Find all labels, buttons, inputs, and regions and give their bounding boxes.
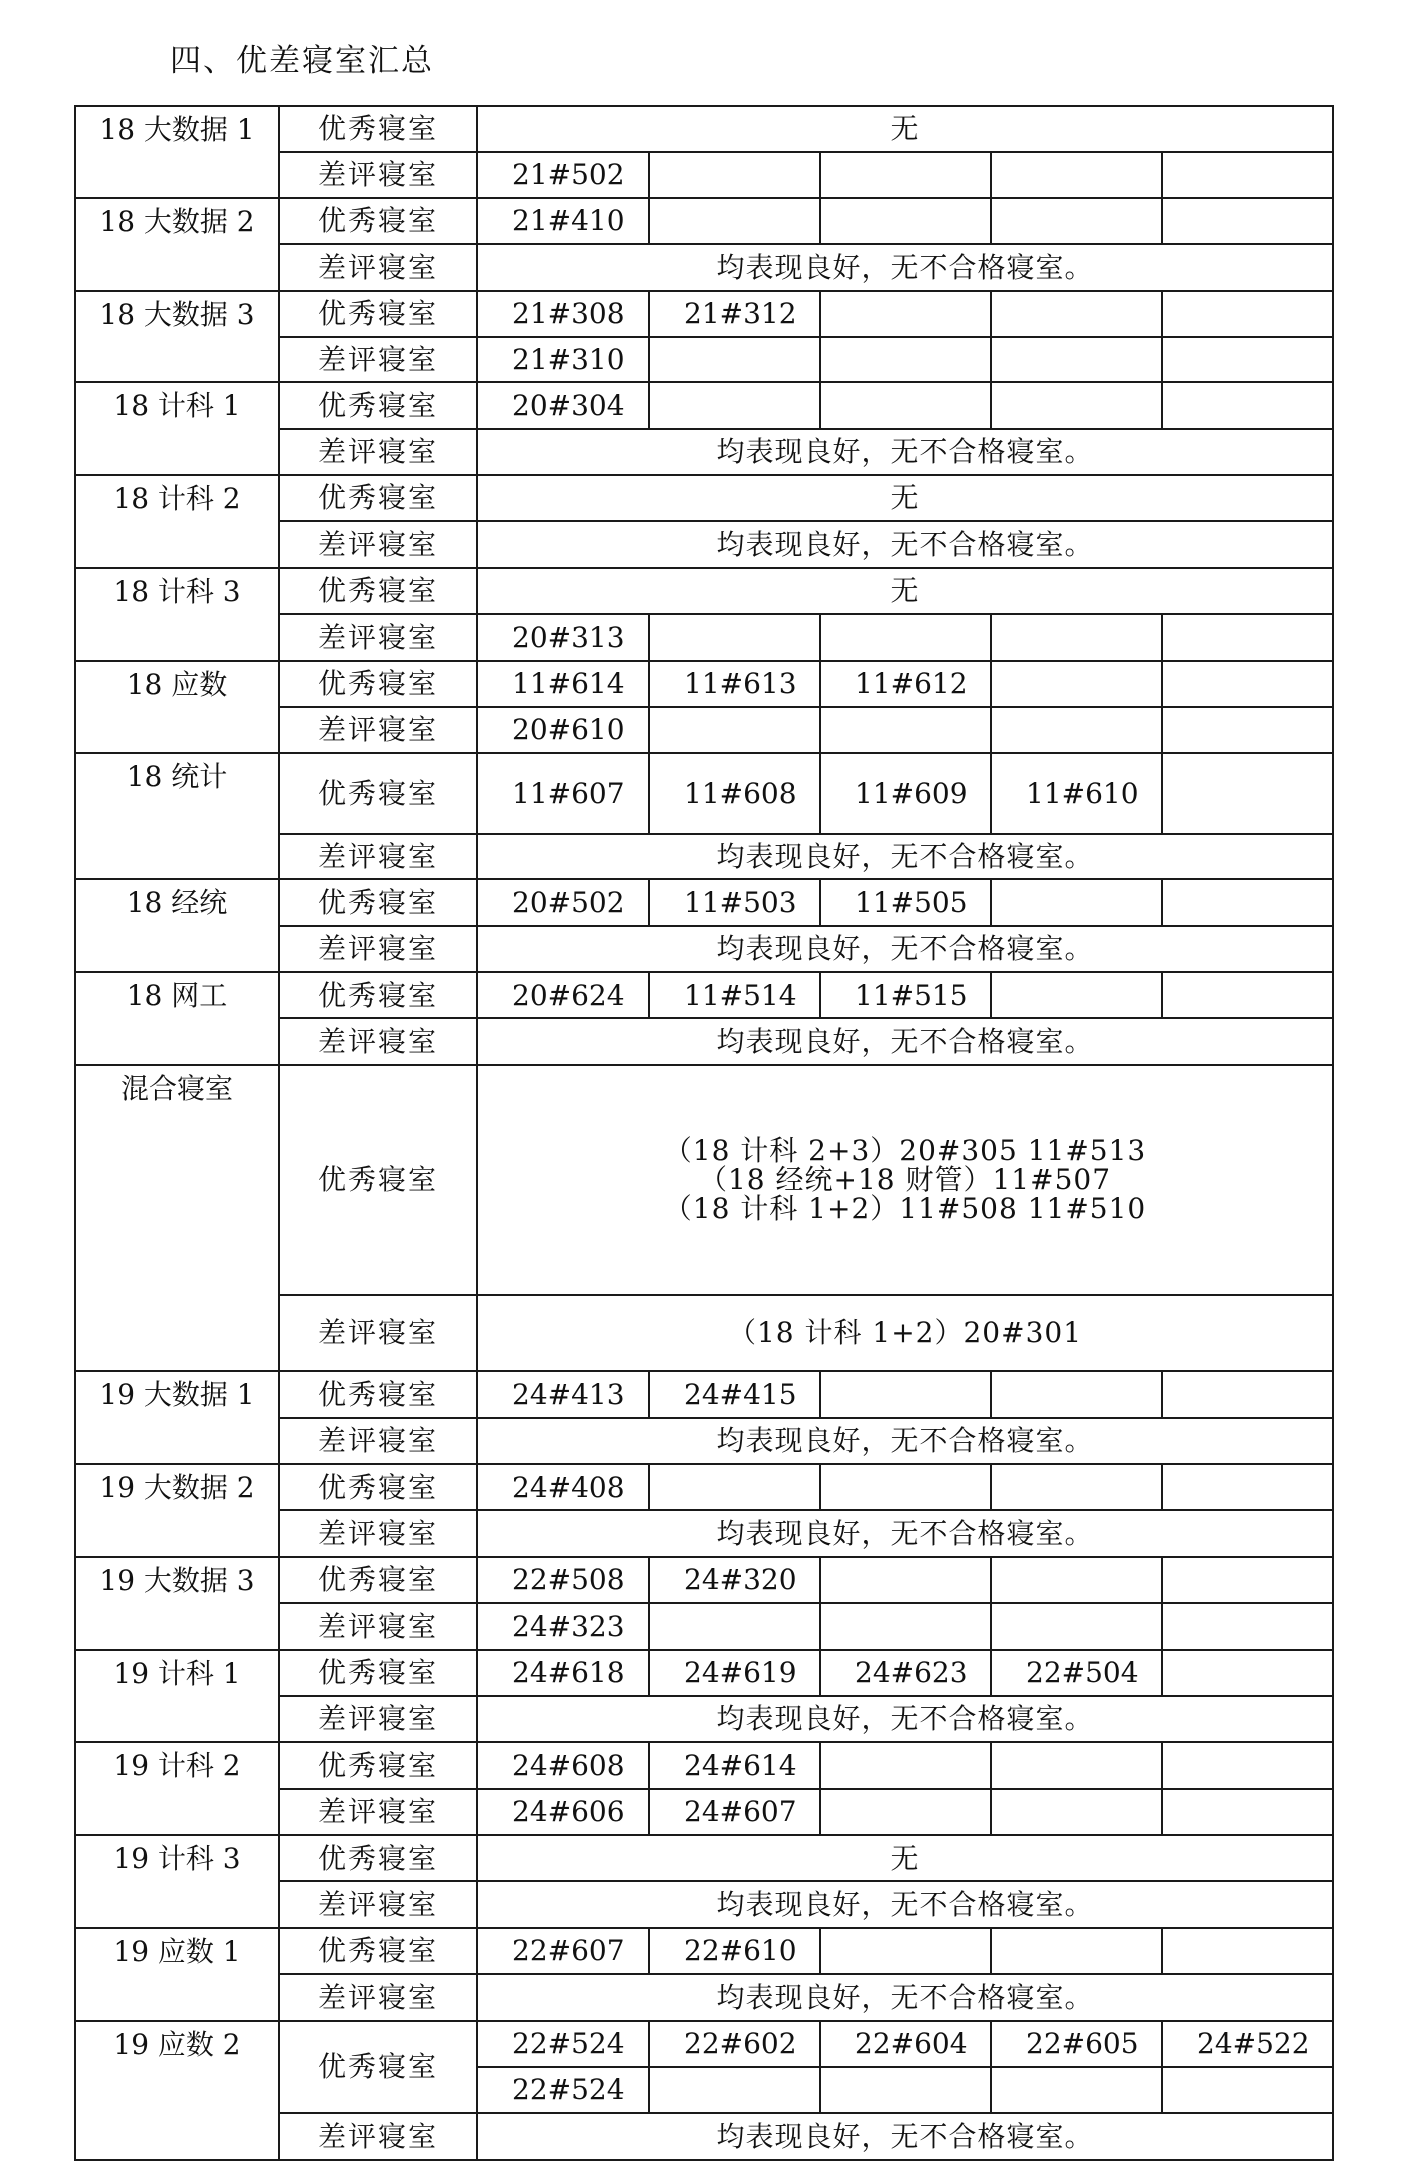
room-cell: [991, 1928, 1162, 1974]
room-cell: [820, 614, 991, 660]
poor-label-cell: 差评寝室: [279, 521, 477, 567]
room-cell: [1162, 1603, 1333, 1649]
room-cell: 11#609: [820, 753, 991, 834]
room-cell: 21#502: [477, 152, 649, 197]
room-cell: [820, 1928, 991, 1974]
poor-label-cell: 差评寝室: [279, 152, 477, 197]
note-cell: 均表现良好，无不合格寝室。: [477, 1696, 1333, 1742]
room-cell: 22#524: [477, 2021, 649, 2067]
table-row: [75, 382, 1333, 428]
room-cell: [991, 1789, 1162, 1835]
table-row: [75, 661, 1333, 707]
note-cell: 均表现良好，无不合格寝室。: [477, 1418, 1333, 1464]
room-cell: [991, 152, 1162, 197]
class-name-cell: 18 大数据 3: [75, 291, 279, 383]
mixed-room-line: （18 计科 1+2）11#508 11#510: [663, 1192, 1147, 1226]
poor-label-cell: 差评寝室: [279, 614, 477, 660]
room-cell: 24#614: [649, 1742, 820, 1788]
poor-label-cell: 差评寝室: [279, 2113, 477, 2160]
room-cell: [991, 1557, 1162, 1603]
room-cell: 21#308: [477, 291, 649, 337]
room-cell: 24#607: [649, 1789, 820, 1835]
room-cell: [1162, 152, 1333, 197]
table-row: [75, 568, 1333, 614]
room-cell: [820, 1464, 991, 1510]
room-cell: 24#608: [477, 1742, 649, 1788]
poor-label-cell: 差评寝室: [279, 1881, 477, 1927]
room-cell: [649, 707, 820, 753]
excellent-label-cell: 优秀寝室: [279, 1464, 477, 1510]
room-cell: [1162, 1464, 1333, 1510]
class-name-cell: 19 大数据 1: [75, 1371, 279, 1464]
class-name-cell: 18 大数据 1: [75, 106, 279, 198]
room-cell: [1162, 879, 1333, 925]
table-row: [75, 753, 1333, 834]
class-name-cell: 18 应数: [75, 661, 279, 754]
mixed-rooms-cell: [477, 1065, 1333, 1295]
mixed-rooms-cell: [477, 1295, 1333, 1372]
room-cell: [991, 614, 1162, 660]
class-name-cell: 19 计科 2: [75, 1742, 279, 1835]
note-cell: 均表现良好，无不合格寝室。: [477, 244, 1333, 290]
mixed-room-line: （18 计科 2+3）20#305 11#513: [663, 1133, 1147, 1167]
poor-label-cell: 差评寝室: [279, 429, 477, 475]
poor-label-cell: 差评寝室: [279, 1789, 477, 1835]
excellent-label-cell: 优秀寝室: [279, 1835, 477, 1881]
room-cell: 20#502: [477, 879, 649, 925]
room-cell: 11#607: [477, 753, 649, 834]
room-cell: [1162, 1371, 1333, 1417]
room-cell: [649, 198, 820, 244]
mixed-room-line: （18 经统+18 财管）11#507: [698, 1163, 1112, 1197]
class-name-cell: 18 网工: [75, 972, 279, 1065]
table-row: [75, 198, 1333, 244]
room-cell: [1162, 661, 1333, 707]
room-cell: 22#607: [477, 1928, 649, 1974]
room-cell: [1162, 2067, 1333, 2113]
room-cell: [649, 382, 820, 428]
table-row: [75, 1464, 1333, 1510]
note-cell: 均表现良好，无不合格寝室。: [477, 1510, 1333, 1556]
class-name-cell: 19 计科 3: [75, 1835, 279, 1928]
class-name-cell: 18 大数据 2: [75, 198, 279, 291]
room-cell: 21#312: [649, 291, 820, 337]
poor-label-cell: 差评寝室: [279, 337, 477, 382]
excellent-label-cell: 优秀寝室: [279, 661, 477, 707]
room-cell: 11#515: [820, 972, 991, 1018]
room-cell: [991, 972, 1162, 1018]
room-cell: [649, 2067, 820, 2113]
table-row: [75, 1928, 1333, 1974]
table-row: [75, 1065, 1333, 1295]
room-cell: 24#623: [820, 1650, 991, 1696]
room-cell: 24#606: [477, 1789, 649, 1835]
poor-label-cell: 差评寝室: [279, 834, 477, 879]
room-cell: 24#323: [477, 1603, 649, 1649]
note-cell: 均表现良好，无不合格寝室。: [477, 1881, 1333, 1927]
poor-label-cell: 差评寝室: [279, 1418, 477, 1464]
excellent-label-cell: 优秀寝室: [279, 106, 477, 152]
room-cell: [820, 1603, 991, 1649]
room-cell: [991, 1742, 1162, 1788]
room-cell: [820, 707, 991, 753]
room-cell: [1162, 972, 1333, 1018]
mixed-room-line: （18 计科 1+2）20#301: [727, 1316, 1083, 1350]
room-cell: [1162, 614, 1333, 660]
room-cell: [1162, 1650, 1333, 1696]
excellent-label-cell: 优秀寝室: [279, 753, 477, 834]
room-cell: 11#608: [649, 753, 820, 834]
class-name-cell: 18 经统: [75, 879, 279, 972]
room-cell: 21#410: [477, 198, 649, 244]
room-cell: 22#602: [649, 2021, 820, 2067]
table-row: [75, 2021, 1333, 2067]
room-cell: 20#313: [477, 614, 649, 660]
note-cell: 均表现良好，无不合格寝室。: [477, 834, 1333, 879]
excellent-label-cell: 优秀寝室: [279, 1928, 477, 1974]
table-row: [75, 1371, 1333, 1417]
room-cell: [820, 1742, 991, 1788]
class-name-cell: 19 应数 2: [75, 2021, 279, 2160]
room-cell: [991, 337, 1162, 382]
note-cell: 无: [477, 1835, 1333, 1881]
note-cell: 均表现良好，无不合格寝室。: [477, 521, 1333, 567]
note-cell: 均表现良好，无不合格寝室。: [477, 1018, 1333, 1064]
room-cell: 11#503: [649, 879, 820, 925]
room-cell: [820, 2067, 991, 2113]
section-title: 四、优差寝室汇总: [170, 43, 434, 79]
note-cell: 无: [477, 475, 1333, 521]
room-cell: 20#610: [477, 707, 649, 753]
room-cell: 11#514: [649, 972, 820, 1018]
poor-label-cell: 差评寝室: [279, 926, 477, 972]
room-cell: 21#310: [477, 337, 649, 382]
room-cell: 22#524: [477, 2067, 649, 2113]
room-cell: 24#408: [477, 1464, 649, 1510]
table-row: [75, 291, 1333, 337]
poor-label-cell: 差评寝室: [279, 1974, 477, 2020]
room-cell: [991, 879, 1162, 925]
table-row: [75, 879, 1333, 925]
room-cell: 11#614: [477, 661, 649, 707]
room-cell: [820, 1371, 991, 1417]
room-cell: [1162, 1742, 1333, 1788]
poor-label-cell: 差评寝室: [279, 1696, 477, 1742]
excellent-label-cell: 优秀寝室: [279, 1650, 477, 1696]
poor-label-cell: 差评寝室: [279, 1510, 477, 1556]
excellent-label-cell: 优秀寝室: [279, 972, 477, 1018]
room-cell: [991, 1371, 1162, 1417]
room-cell: 20#624: [477, 972, 649, 1018]
room-cell: [991, 382, 1162, 428]
class-name-cell: 19 大数据 3: [75, 1557, 279, 1650]
room-cell: [1162, 337, 1333, 382]
room-cell: [820, 337, 991, 382]
excellent-label-cell: 优秀寝室: [279, 2021, 477, 2114]
note-cell: 无: [477, 106, 1333, 152]
room-cell: [649, 337, 820, 382]
room-cell: 11#610: [991, 753, 1162, 834]
table-row: [75, 106, 1333, 152]
room-cell: [820, 382, 991, 428]
room-cell: [991, 198, 1162, 244]
room-cell: 22#605: [991, 2021, 1162, 2067]
excellent-label-cell: 优秀寝室: [279, 291, 477, 337]
room-cell: 11#613: [649, 661, 820, 707]
class-name-cell: 18 统计: [75, 753, 279, 879]
room-cell: 24#619: [649, 1650, 820, 1696]
note-cell: 均表现良好，无不合格寝室。: [477, 2113, 1333, 2160]
excellent-label-cell: 优秀寝室: [279, 1371, 477, 1417]
excellent-label-cell: 优秀寝室: [279, 198, 477, 244]
poor-label-cell: 差评寝室: [279, 1018, 477, 1064]
class-name-cell: 18 计科 3: [75, 568, 279, 661]
room-cell: [991, 291, 1162, 337]
room-cell: [820, 291, 991, 337]
room-cell: [1162, 1557, 1333, 1603]
room-cell: [649, 614, 820, 660]
excellent-label-cell: 优秀寝室: [279, 1742, 477, 1788]
room-cell: [649, 1603, 820, 1649]
note-cell: 均表现良好，无不合格寝室。: [477, 926, 1333, 972]
room-cell: 24#522: [1162, 2021, 1333, 2067]
note-cell: 无: [477, 568, 1333, 614]
room-cell: [1162, 1928, 1333, 1974]
excellent-label-cell: 优秀寝室: [279, 1557, 477, 1603]
room-cell: 22#610: [649, 1928, 820, 1974]
room-cell: [991, 661, 1162, 707]
poor-label-cell: 差评寝室: [279, 1603, 477, 1649]
room-cell: [649, 152, 820, 197]
room-cell: 22#504: [991, 1650, 1162, 1696]
room-cell: 24#415: [649, 1371, 820, 1417]
table-row: [75, 1557, 1333, 1603]
room-cell: 22#604: [820, 2021, 991, 2067]
table-row: [75, 972, 1333, 1018]
excellent-label-cell: 优秀寝室: [279, 879, 477, 925]
note-cell: 均表现良好，无不合格寝室。: [477, 429, 1333, 475]
room-cell: 11#505: [820, 879, 991, 925]
excellent-label-cell: 优秀寝室: [279, 1065, 477, 1295]
table-row: [75, 1650, 1333, 1696]
dormitory-summary-table: [74, 105, 1334, 2161]
room-cell: [820, 152, 991, 197]
room-cell: 11#612: [820, 661, 991, 707]
room-cell: [1162, 753, 1333, 834]
note-cell: 均表现良好，无不合格寝室。: [477, 1974, 1333, 2020]
room-cell: 22#508: [477, 1557, 649, 1603]
room-cell: [1162, 198, 1333, 244]
room-cell: [991, 707, 1162, 753]
room-cell: [820, 1557, 991, 1603]
table-row: [75, 1742, 1333, 1788]
room-cell: [649, 1464, 820, 1510]
class-name-cell: 19 计科 1: [75, 1650, 279, 1743]
room-cell: [1162, 382, 1333, 428]
table-row: [75, 475, 1333, 521]
class-name-cell: 18 计科 1: [75, 382, 279, 475]
room-cell: 24#413: [477, 1371, 649, 1417]
poor-label-cell: 差评寝室: [279, 707, 477, 753]
class-name-cell: 19 大数据 2: [75, 1464, 279, 1557]
room-cell: [991, 1464, 1162, 1510]
class-name-cell: 19 应数 1: [75, 1928, 279, 2021]
poor-label-cell: 差评寝室: [279, 244, 477, 290]
class-name-cell: 混合寝室: [75, 1065, 279, 1372]
room-cell: [820, 1789, 991, 1835]
poor-label-cell: 差评寝室: [279, 1295, 477, 1372]
room-cell: [991, 1603, 1162, 1649]
excellent-label-cell: 优秀寝室: [279, 568, 477, 614]
room-cell: [1162, 291, 1333, 337]
room-cell: 20#304: [477, 382, 649, 428]
excellent-label-cell: 优秀寝室: [279, 382, 477, 428]
room-cell: [991, 2067, 1162, 2113]
table-row: [75, 1835, 1333, 1881]
room-cell: 24#320: [649, 1557, 820, 1603]
excellent-label-cell: 优秀寝室: [279, 475, 477, 521]
room-cell: [1162, 1789, 1333, 1835]
room-cell: [1162, 707, 1333, 753]
room-cell: [820, 198, 991, 244]
room-cell: 24#618: [477, 1650, 649, 1696]
class-name-cell: 18 计科 2: [75, 475, 279, 568]
